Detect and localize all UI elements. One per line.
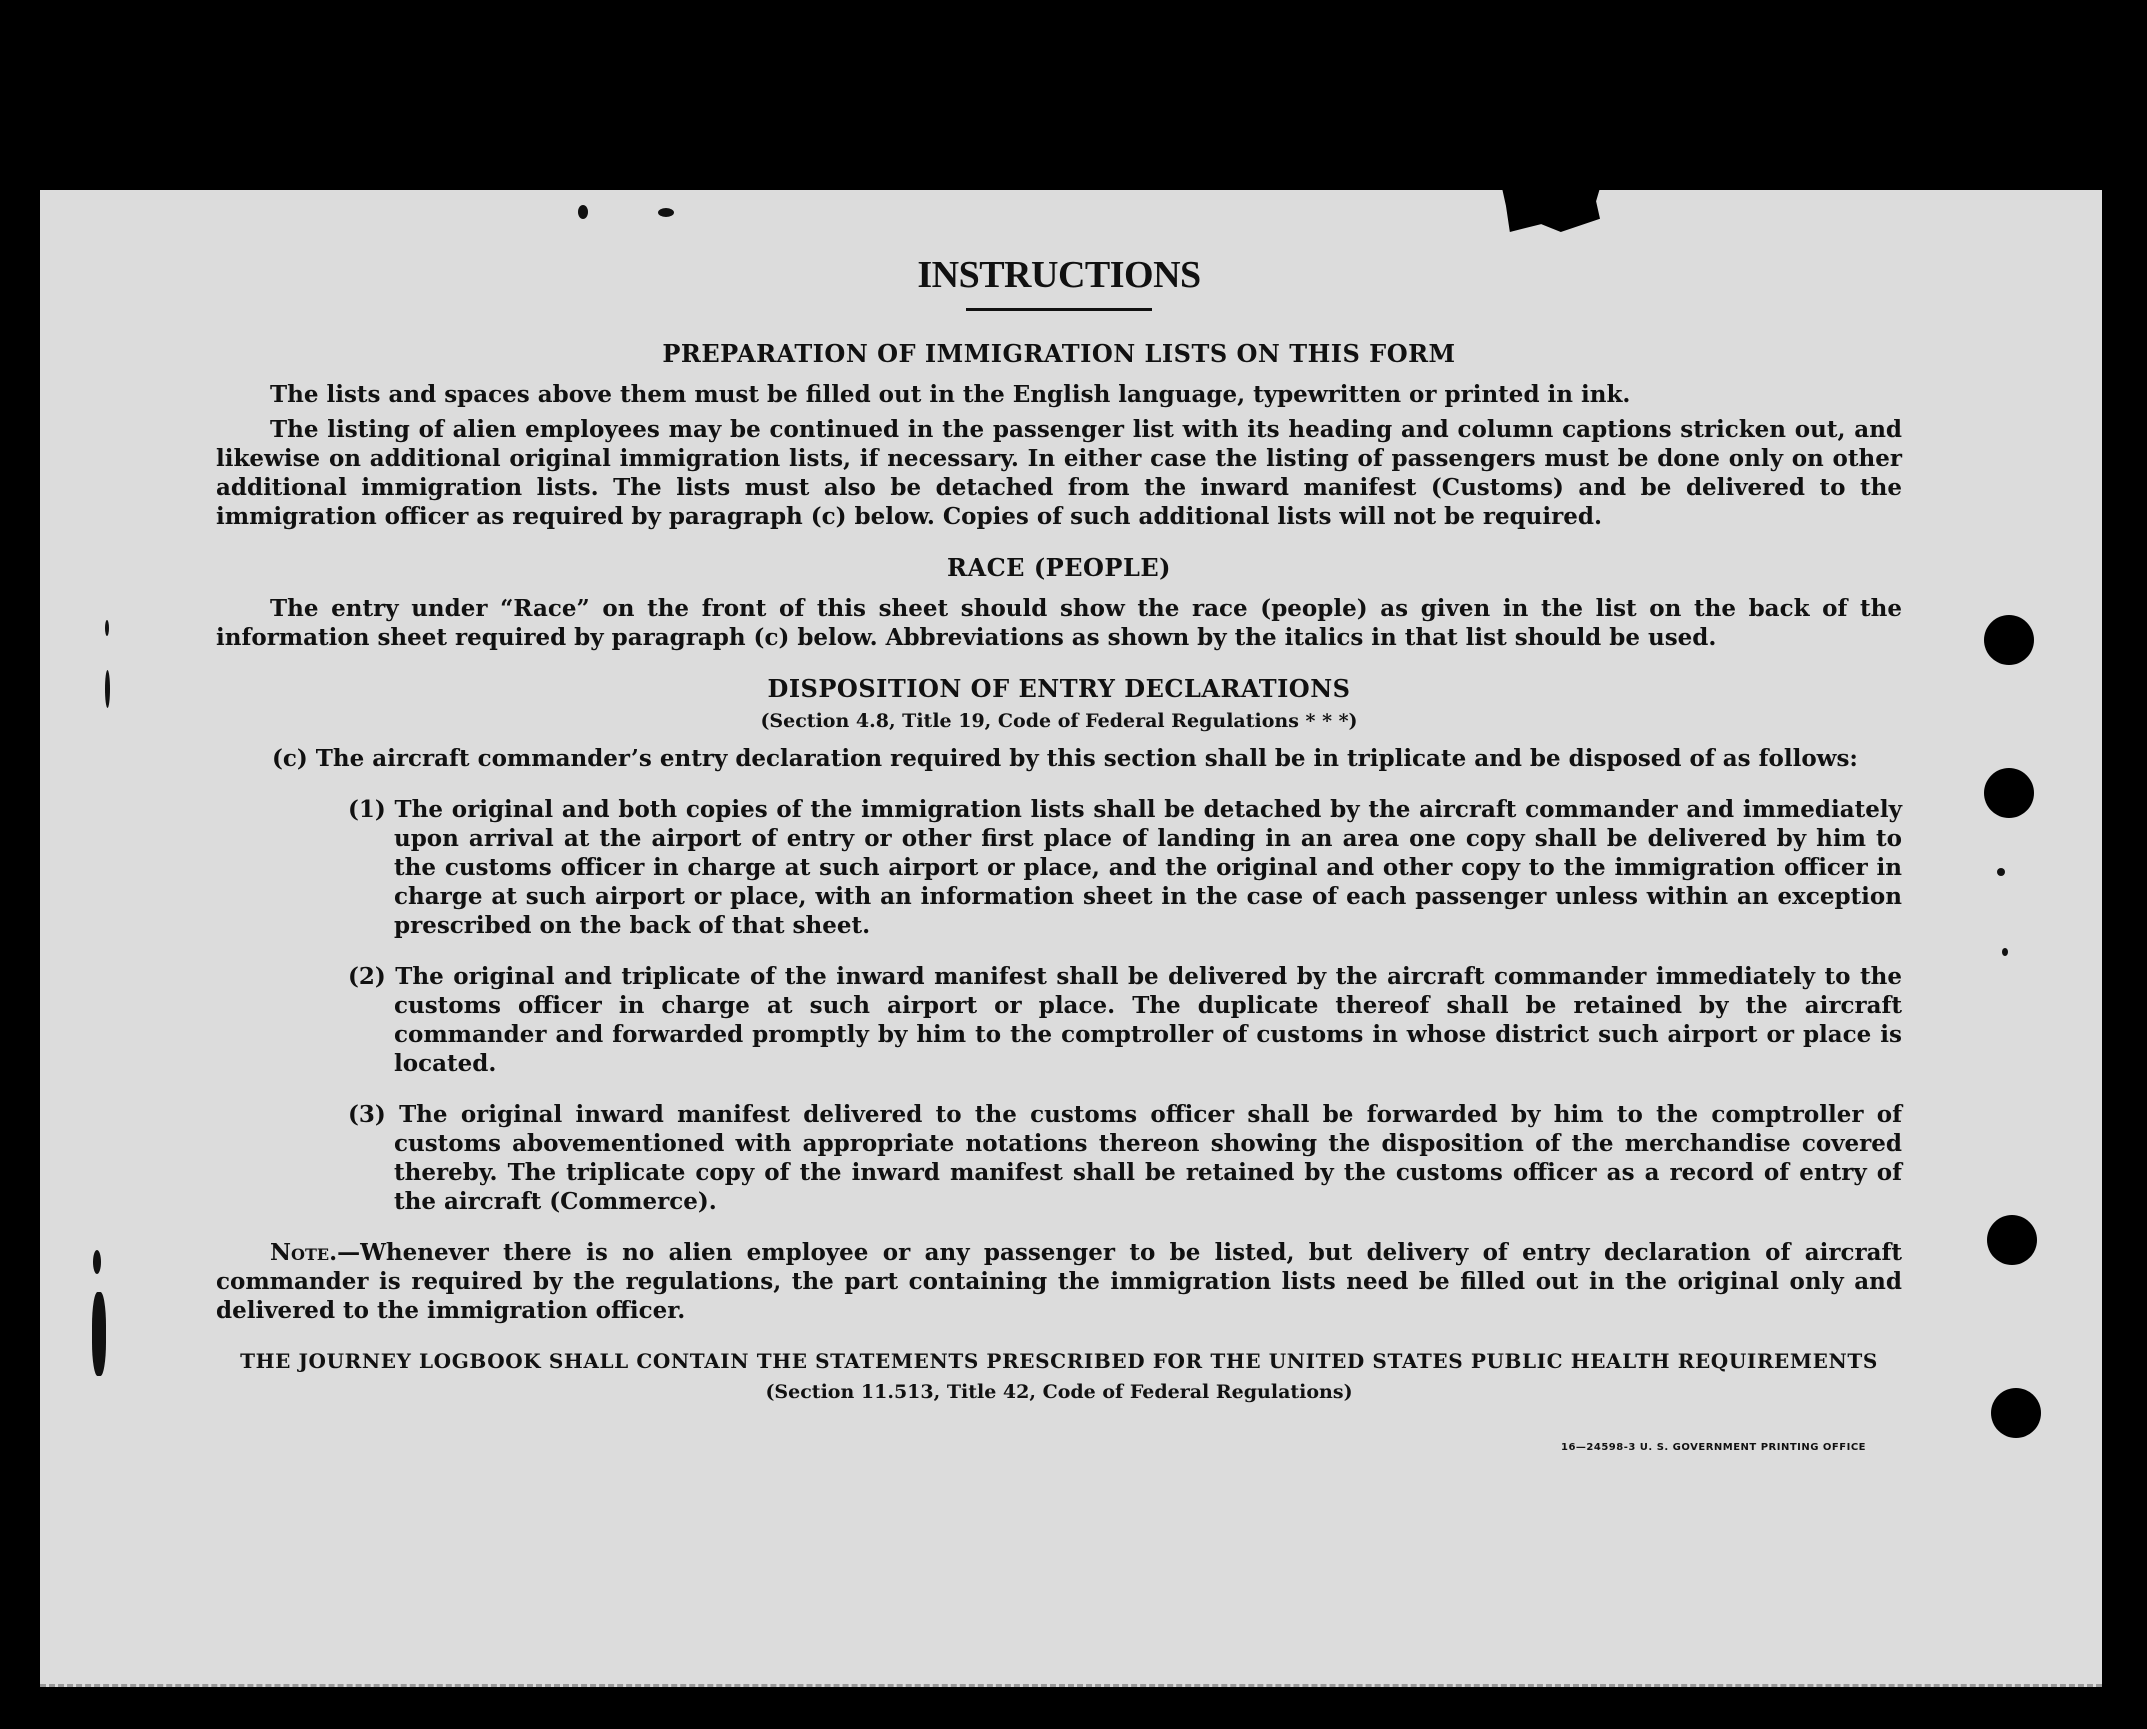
ink-speck xyxy=(578,205,588,219)
title-underline xyxy=(966,308,1152,311)
section-heading-race: RACE (PEOPLE) xyxy=(947,553,1171,582)
punch-hole xyxy=(1991,1388,2041,1438)
punch-hole xyxy=(1987,1215,2037,1265)
printer-imprint: 16—24598-3 U. S. GOVERNMENT PRINTING OFFICE xyxy=(1561,1442,1866,1453)
paragraph: The lists and spaces above them must be filled out in the English language, typewritten or printed in ink. xyxy=(270,381,1631,408)
ink-speck xyxy=(93,1250,101,1274)
ink-speck xyxy=(105,620,109,636)
paragraph: The listing of alien employees may be continued in the passenger list with its heading and column captions stricken out, and likewise on additional original immigration lists, if necessary. In either case the listing of passengers must be done only on other additional immigration lists. The lists must also be detached from the inward manifest (Customs) and be delivered to the immigration officer as required by paragraph (c) below. Copies of such additional lists will not be required. xyxy=(216,416,1902,530)
section-citation: (Section 4.8, Title 19, Code of Federal Regulations * * *) xyxy=(760,710,1358,732)
page-title: INSTRUCTIONS xyxy=(917,254,1201,296)
footer-requirement: THE JOURNEY LOGBOOK SHALL CONTAIN THE STATEMENTS PRESCRIBED FOR THE UNITED STATES PUBLIC HEALTH REQUIREMENTS xyxy=(240,1349,1878,1373)
footer-citation: (Section 11.513, Title 42, Code of Federal Regulations) xyxy=(765,1381,1353,1403)
note-label: Note. xyxy=(270,1239,338,1266)
ink-speck xyxy=(2002,948,2008,956)
punch-hole xyxy=(1984,615,2034,665)
list-item: (3) The original inward manifest delivered to the customs officer shall be forwarded by him to the comptroller of customs abovementioned with appropriate notations thereon showing the disposition of the merchandise covered thereby. The triplicate copy of the inward manifest shall be retained by the customs officer as a record of entry of the aircraft (Commerce). xyxy=(348,1101,1902,1215)
ink-speck xyxy=(92,1292,106,1376)
paragraph-c: (c) The aircraft commander’s entry declaration required by this section shall be in triplicate and be disposed of as follows: xyxy=(272,745,1858,772)
list-item: (2) The original and triplicate of the inward manifest shall be delivered by the aircraft commander immediately to the customs officer in charge at such airport or place. The duplicate thereof shall be retained by the aircraft commander and forwarded promptly by him to the comptroller of customs in whose district such airport or place is located. xyxy=(348,963,1902,1077)
ink-speck xyxy=(658,208,674,217)
note-paragraph xyxy=(216,1238,1902,1325)
paragraph: The entry under “Race” on the front of this sheet should show the race (people) as given in the list on the back of the information sheet required by paragraph (c) below. Abbreviations as shown by the italics in that list should be used. xyxy=(216,595,1902,651)
section-heading-disposition: DISPOSITION OF ENTRY DECLARATIONS xyxy=(767,674,1351,703)
list-item: (1) The original and both copies of the immigration lists shall be detached by the aircraft commander and immediately upon arrival at the airport of entry or other first place of landing in an area one copy shall be delivered by him to the customs officer in charge at such airport or place, and the original and other copy to the immigration officer in charge at such airport or place, with an information sheet in the case of each passenger unless within an exception prescribed on the back of that sheet. xyxy=(348,796,1902,939)
section-heading-preparation: PREPARATION OF IMMIGRATION LISTS ON THIS FORM xyxy=(662,339,1456,368)
ink-speck xyxy=(105,670,110,708)
ink-speck xyxy=(1997,868,2005,876)
note-text: —Whenever there is no alien employee or any passenger to be listed, but delivery of entry declaration of aircraft commander is required by the regulations, the part containing the immigration lists need be filled out in the original only and delivered to the immigration officer. xyxy=(216,1239,1902,1324)
punch-hole xyxy=(1984,768,2034,818)
instructions-content xyxy=(216,252,1902,1462)
